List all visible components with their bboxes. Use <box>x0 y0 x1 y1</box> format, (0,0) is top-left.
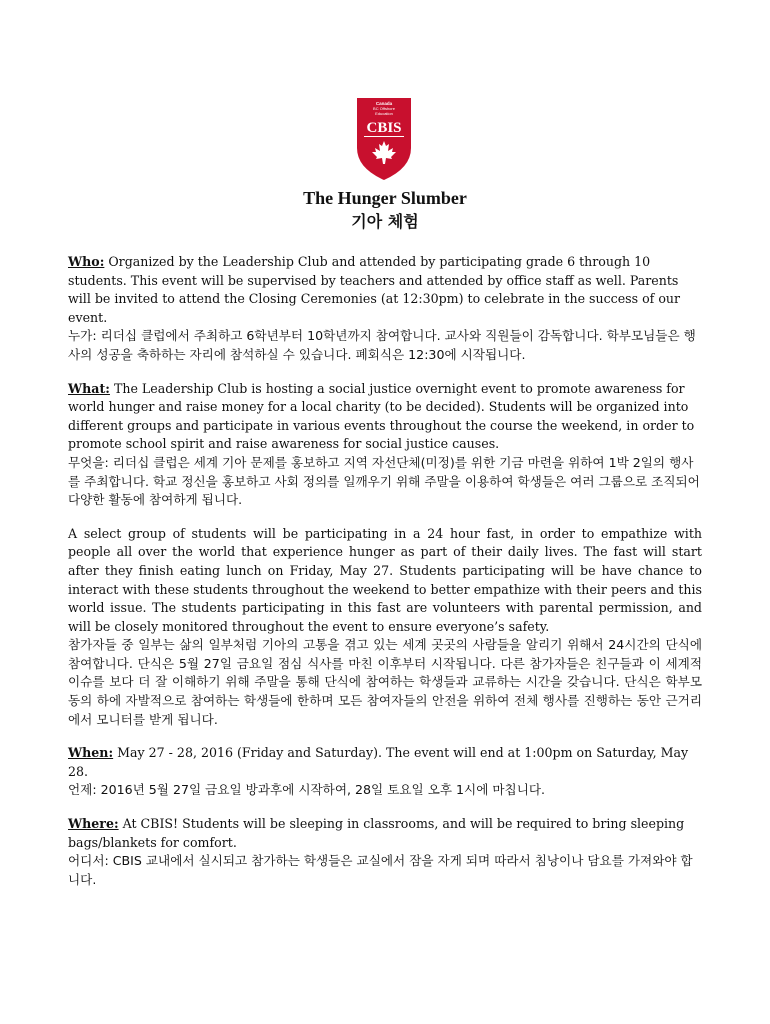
svg-text:BC Offshore: BC Offshore <box>373 106 395 111</box>
section-when <box>68 744 702 800</box>
section-who <box>68 253 702 365</box>
what-label: What: <box>68 380 110 396</box>
when-english <box>68 744 702 781</box>
what-text: The Leadership Club is hosting a social justice overnight event to promote awareness for world hunger and raise money for a local charity (to be decided). Students will be organized into different groups and participate in various events throughout the course the weekend, in order to promote school spirit and raise awareness for social justice causes. <box>68 380 695 452</box>
svg-text:Education: Education <box>375 111 393 116</box>
when-korean: 언제: 2016년 5월 27일 금요일 방과후에 시작하여, 28일 토요일 오후 1시에 마칩니다. <box>68 782 546 798</box>
page-title: The Hunger Slumber <box>303 188 467 208</box>
page-title-korean: 기아 체험 <box>351 212 419 231</box>
svg-text:CBIS: CBIS <box>366 120 402 136</box>
who-label: Who: <box>68 254 105 269</box>
cbis-logo <box>355 96 413 182</box>
section-where <box>68 815 702 889</box>
fast-korean: 참가자들 중 일부는 삶의 일부처럼 기아의 고통을 겪고 있는 세계 곳곳의 사람들을 알리기 위해서 24시간의 단식에 참여합니다. 단식은 5월 27일 금요일 점심 식사를 마친 이후부터 시작됩니다. 다른 참가자들은 친구들과 이 세계적 이슈를 보다 더 잘 이해하기 위해 주말을 통해 단식에 참여하는 학생들과 교류하는 시간을 갖습니다. 단식은 학부모 동의 하에 자발적으로 참여하는 학생들에 한하며 모든 참여자들의 안전을 위하여 전체 행사를 진행하는 동안 근거리에서 모니터를 받게 됩니다. <box>68 637 702 727</box>
when-label: When: <box>68 745 114 761</box>
when-text: May 27 - 28, 2016 (Friday and Saturday). The event will end at 1:00pm on Saturday, May 28. <box>68 745 689 779</box>
who-korean: 누가: 리더십 클럽에서 주최하고 6학년부터 10학년까지 참여합니다. 교사와 직원들이 감독합니다. 학부모님들은 행사의 성공을 축하하는 자리에 참석하실 수 있습니다. 폐회식은 12:30에 시작됩니다. <box>68 328 696 362</box>
section-what <box>68 380 702 510</box>
what-english <box>68 380 702 454</box>
document-body <box>68 253 702 904</box>
where-english <box>68 815 702 852</box>
what-korean: 무엇을: 리더십 클럽은 세계 기아 문제를 홍보하고 지역 자선단체(미정)를 위한 기금 마련을 위하여 1박 2일의 행사를 주최합니다. 학교 정신을 홍보하고 사회 정의를 일깨우기 위해 주말을 이용하여 학생들은 여러 그룹으로 조직되어 다양한 활동에 참여하게 됩니다. <box>68 454 700 508</box>
fast-english: A select group of students will be participating in a 24 hour fast, in order to empathize with people all over the world that experience hunger as part of their daily lives. The fast will start after they finish eating lunch on Friday, May 27. Students participating will be have chance to interact with these students throughout the weekend to better empathize with their peers and this world issue. The students participating in this fast are volunteers with parental permission, and will be closely monitored throughout the event to ensure everyone’s safety. <box>68 525 702 634</box>
where-korean: 어디서: CBIS 교내에서 실시되고 참가하는 학생들은 교실에서 잠을 자게 되며 따라서 침낭이나 담요를 가져와야 합니다. <box>68 853 693 887</box>
who-text: Organized by the Leadership Club and attended by participating grade 6 through 10 students. This event will be supervised by teachers and attended by office staff as well. Parents will be invited to attend the Closing Ceremonies (at 12:30pm) to celebrate in the success of our event. <box>68 254 681 325</box>
where-text: At CBIS! Students will be sleeping in classrooms, and will be required to bring sleeping bags/blankets for comfort. <box>68 816 685 850</box>
svg-text:Canada: Canada <box>375 101 393 106</box>
section-fast <box>68 525 702 730</box>
who-english <box>68 253 702 327</box>
where-label: Where: <box>68 816 119 832</box>
